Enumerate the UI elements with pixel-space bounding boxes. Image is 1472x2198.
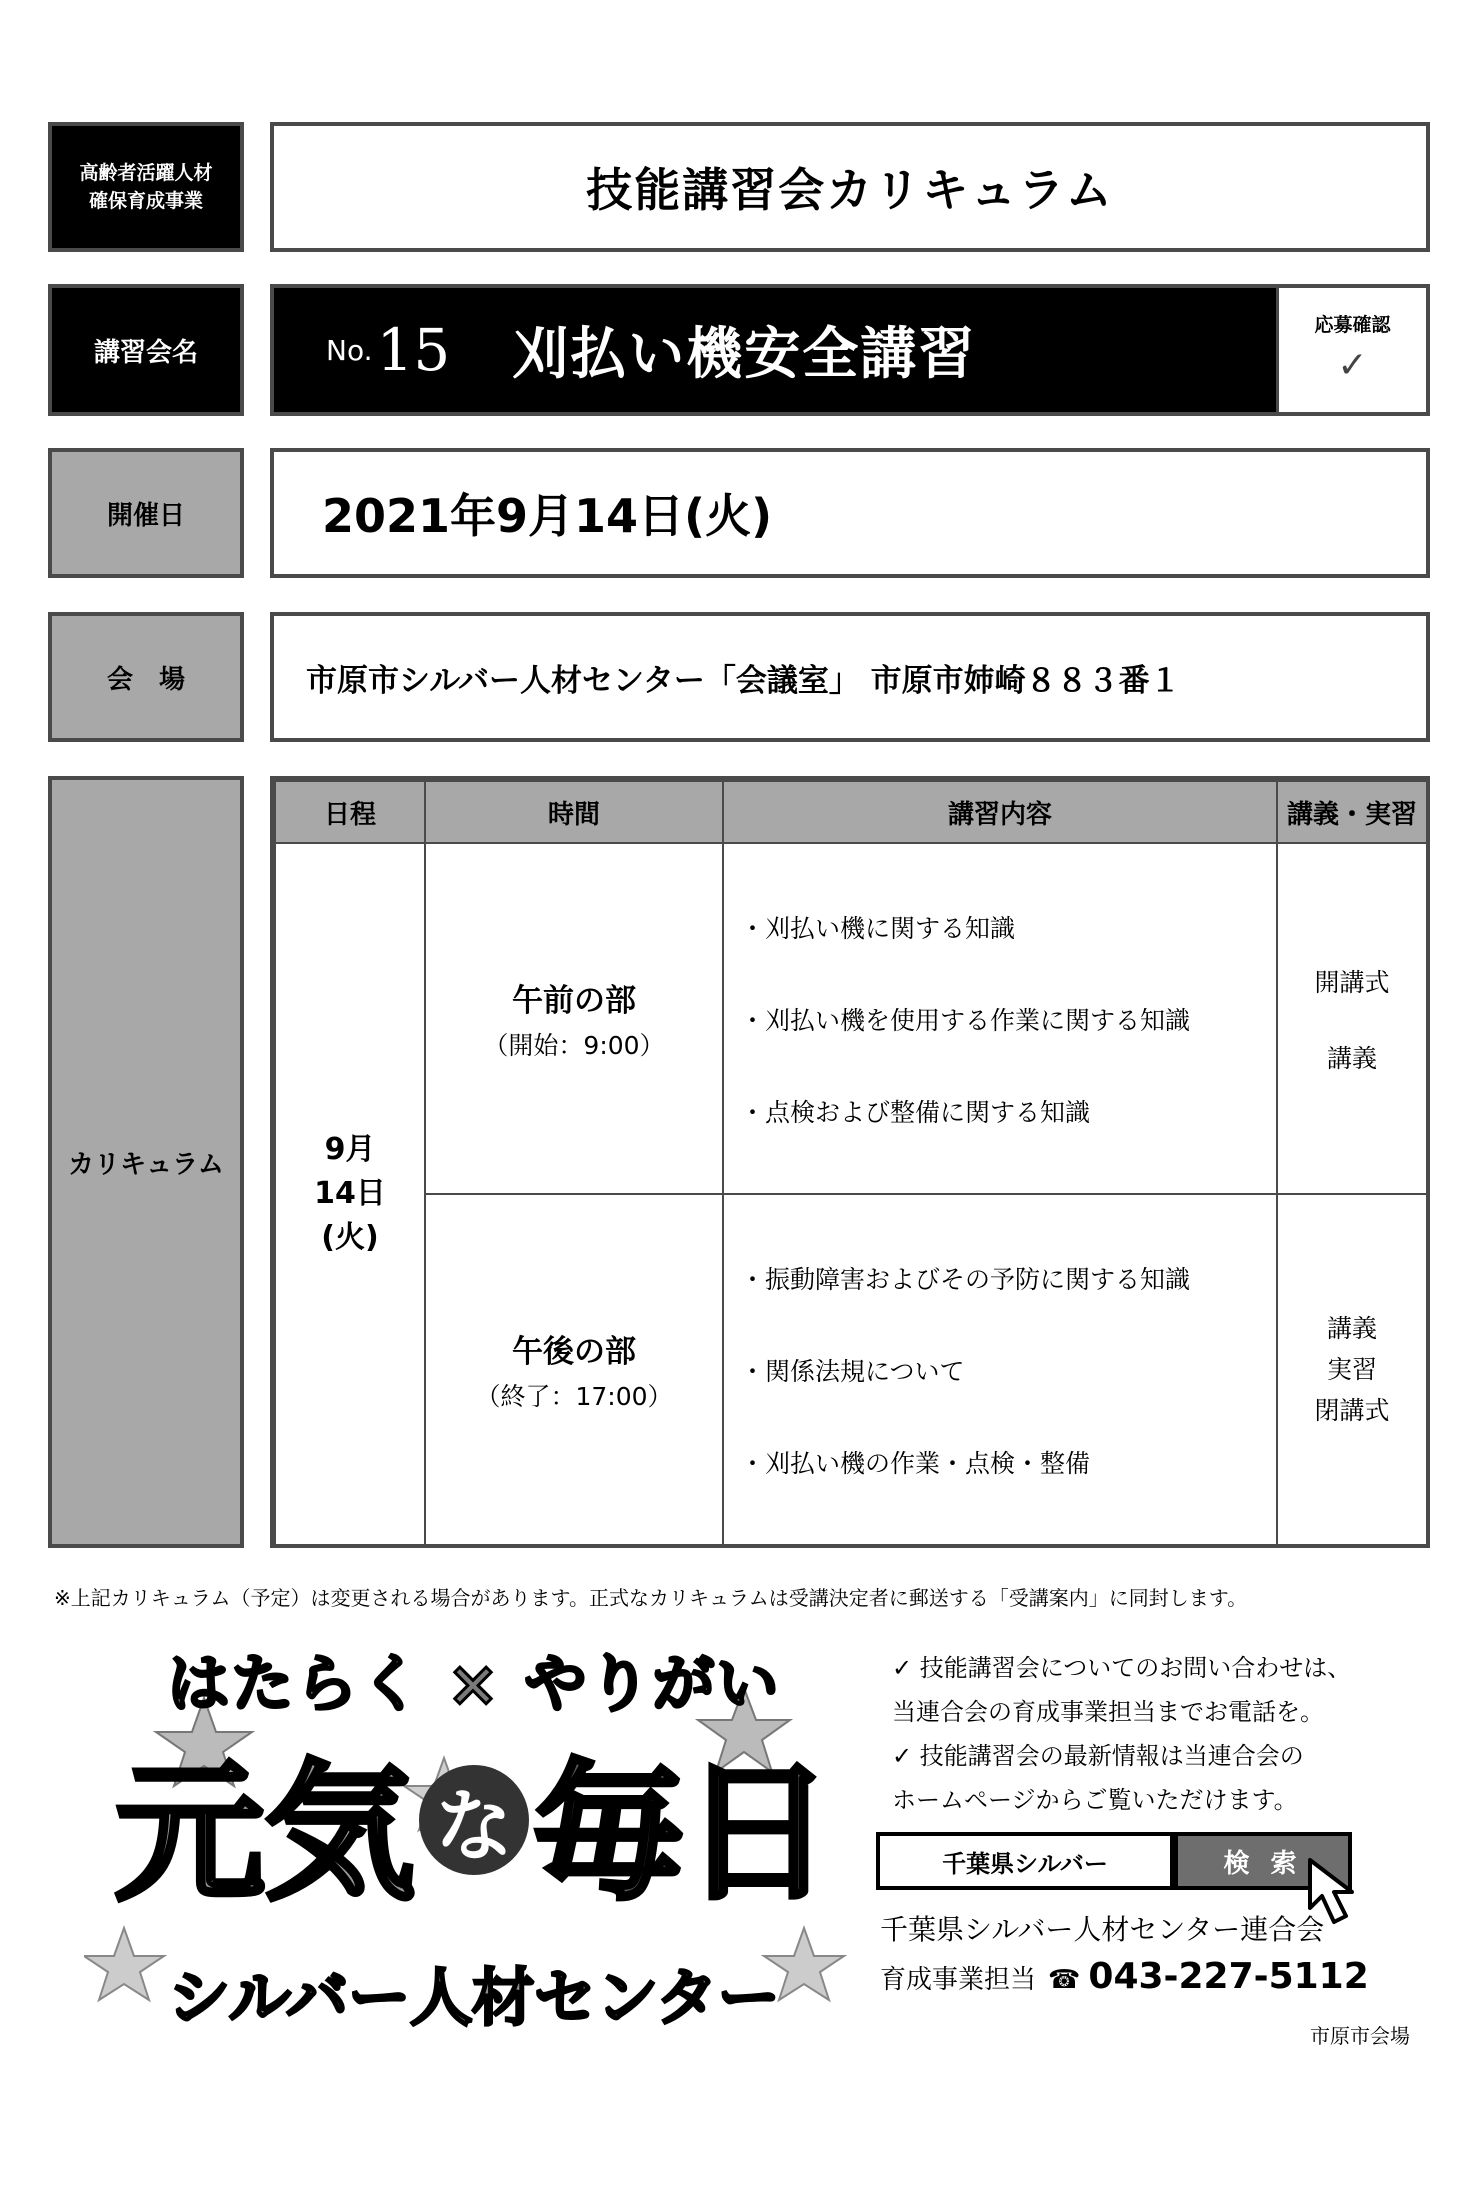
- course-label: 講習会名: [48, 284, 244, 416]
- contact-notes: [892, 1646, 1412, 1822]
- title-box: [270, 122, 1430, 252]
- program-label: [48, 122, 244, 252]
- venue-footer: 市原市会場: [1310, 2024, 1410, 2048]
- day-cell: 9月 14日 (火): [275, 843, 425, 1545]
- program-label-line: 確保育成事業: [88, 190, 203, 212]
- venue-label: 会 場: [48, 612, 244, 742]
- contact-line: 当連合会の育成事業担当までお電話を。: [892, 1698, 1324, 1726]
- phone-number: 043-227-5112: [1088, 1956, 1369, 1997]
- check-icon: ✓: [1337, 345, 1368, 386]
- contact-line: ホームページからご覧いただけます。: [892, 1786, 1298, 1814]
- event-date: 2021年9月14日(火): [322, 489, 773, 543]
- session-type: 講義: [1326, 1043, 1377, 1073]
- session-type-cell: [1277, 843, 1427, 1194]
- program-label-line: 高齢者活躍人材: [79, 162, 213, 184]
- search-box[interactable]: [876, 1832, 1174, 1890]
- venue-address: 市原市シルバー人材センター「会議室」 市原市姉崎８８３番１: [306, 662, 1181, 699]
- schedule-table: [270, 776, 1430, 1548]
- application-check-label: 応募確認: [1314, 314, 1391, 336]
- logo-main-text: 元 気 な 毎 日: [114, 1747, 834, 1921]
- list-item: ・点検および整備に関する知識: [740, 1097, 1091, 1127]
- session-type: 閉講式: [1314, 1396, 1390, 1425]
- column-header: 講義・実習: [1277, 781, 1427, 843]
- search-button-label: 検 索: [1223, 1848, 1303, 1879]
- list-item: ・刈払い機の作業・点検・整備: [740, 1448, 1091, 1478]
- date-box: [270, 448, 1430, 578]
- contact-line: ✓ 技能講習会の最新情報は当連合会の: [892, 1742, 1304, 1770]
- application-check-cell: [1276, 288, 1426, 412]
- session-type: 実習: [1326, 1355, 1377, 1384]
- list-item: ・刈払い機に関する知識: [740, 913, 1016, 943]
- phone-line: [880, 1956, 1369, 1997]
- curriculum-label: カリキュラム: [48, 776, 244, 1548]
- page-title: 技能講習会カリキュラム: [586, 163, 1114, 217]
- venue-box: [270, 612, 1430, 742]
- session-name: 午後の部: [512, 1334, 636, 1370]
- table-header-row: [275, 781, 1427, 843]
- session-time: （終了：17:00）: [475, 1382, 673, 1411]
- silver-center-logo: [84, 1628, 864, 2058]
- session-type-cell: [1277, 1194, 1427, 1545]
- search-query: 千葉県シルバー: [942, 1849, 1108, 1878]
- session-time-cell: [425, 843, 723, 1194]
- logo-org-name: シルバー人材センター: [168, 1961, 780, 2034]
- course-no: 15: [376, 316, 451, 384]
- course-name-bar: [274, 288, 1276, 412]
- course-no-prefix: No.: [326, 333, 373, 367]
- table-row: [275, 1194, 1427, 1545]
- phone-icon: ☎: [1048, 1965, 1081, 1995]
- session-content-cell: [723, 1194, 1277, 1545]
- contact-line: ✓ 技能講習会についてのお問い合わせは、: [892, 1654, 1352, 1682]
- department: 育成事業担当: [880, 1965, 1037, 1995]
- column-header: 講習内容: [723, 781, 1277, 843]
- org-name: 千葉県シルバー人材センター連合会: [880, 1913, 1325, 1946]
- list-item: ・振動障害およびその予防に関する知識: [740, 1264, 1191, 1294]
- logo-tagline: はたらく × やりがい: [167, 1647, 781, 1720]
- course-name: 刈払い機安全講習: [512, 322, 977, 387]
- list-item: ・関係法規について: [740, 1356, 965, 1386]
- date-label: 開催日: [48, 448, 244, 578]
- curriculum-note: ※上記カリキュラム（予定）は変更される場合があります。正式なカリキュラムは受講決定者に郵送する「受講案内」に同封します。: [54, 1586, 1248, 1610]
- column-header: 時間: [425, 781, 723, 843]
- session-time-cell: [425, 1194, 723, 1545]
- session-type: 講義: [1326, 1314, 1377, 1343]
- list-item: ・刈払い機を使用する作業に関する知識: [740, 1005, 1191, 1035]
- session-type: 開講式: [1314, 967, 1390, 997]
- course-name-box: [270, 284, 1430, 416]
- session-time: （開始：9:00）: [483, 1031, 665, 1060]
- table-row: [275, 843, 1427, 1194]
- column-header: 日程: [275, 781, 425, 843]
- session-name: 午前の部: [512, 983, 636, 1019]
- session-content-cell: [723, 843, 1277, 1194]
